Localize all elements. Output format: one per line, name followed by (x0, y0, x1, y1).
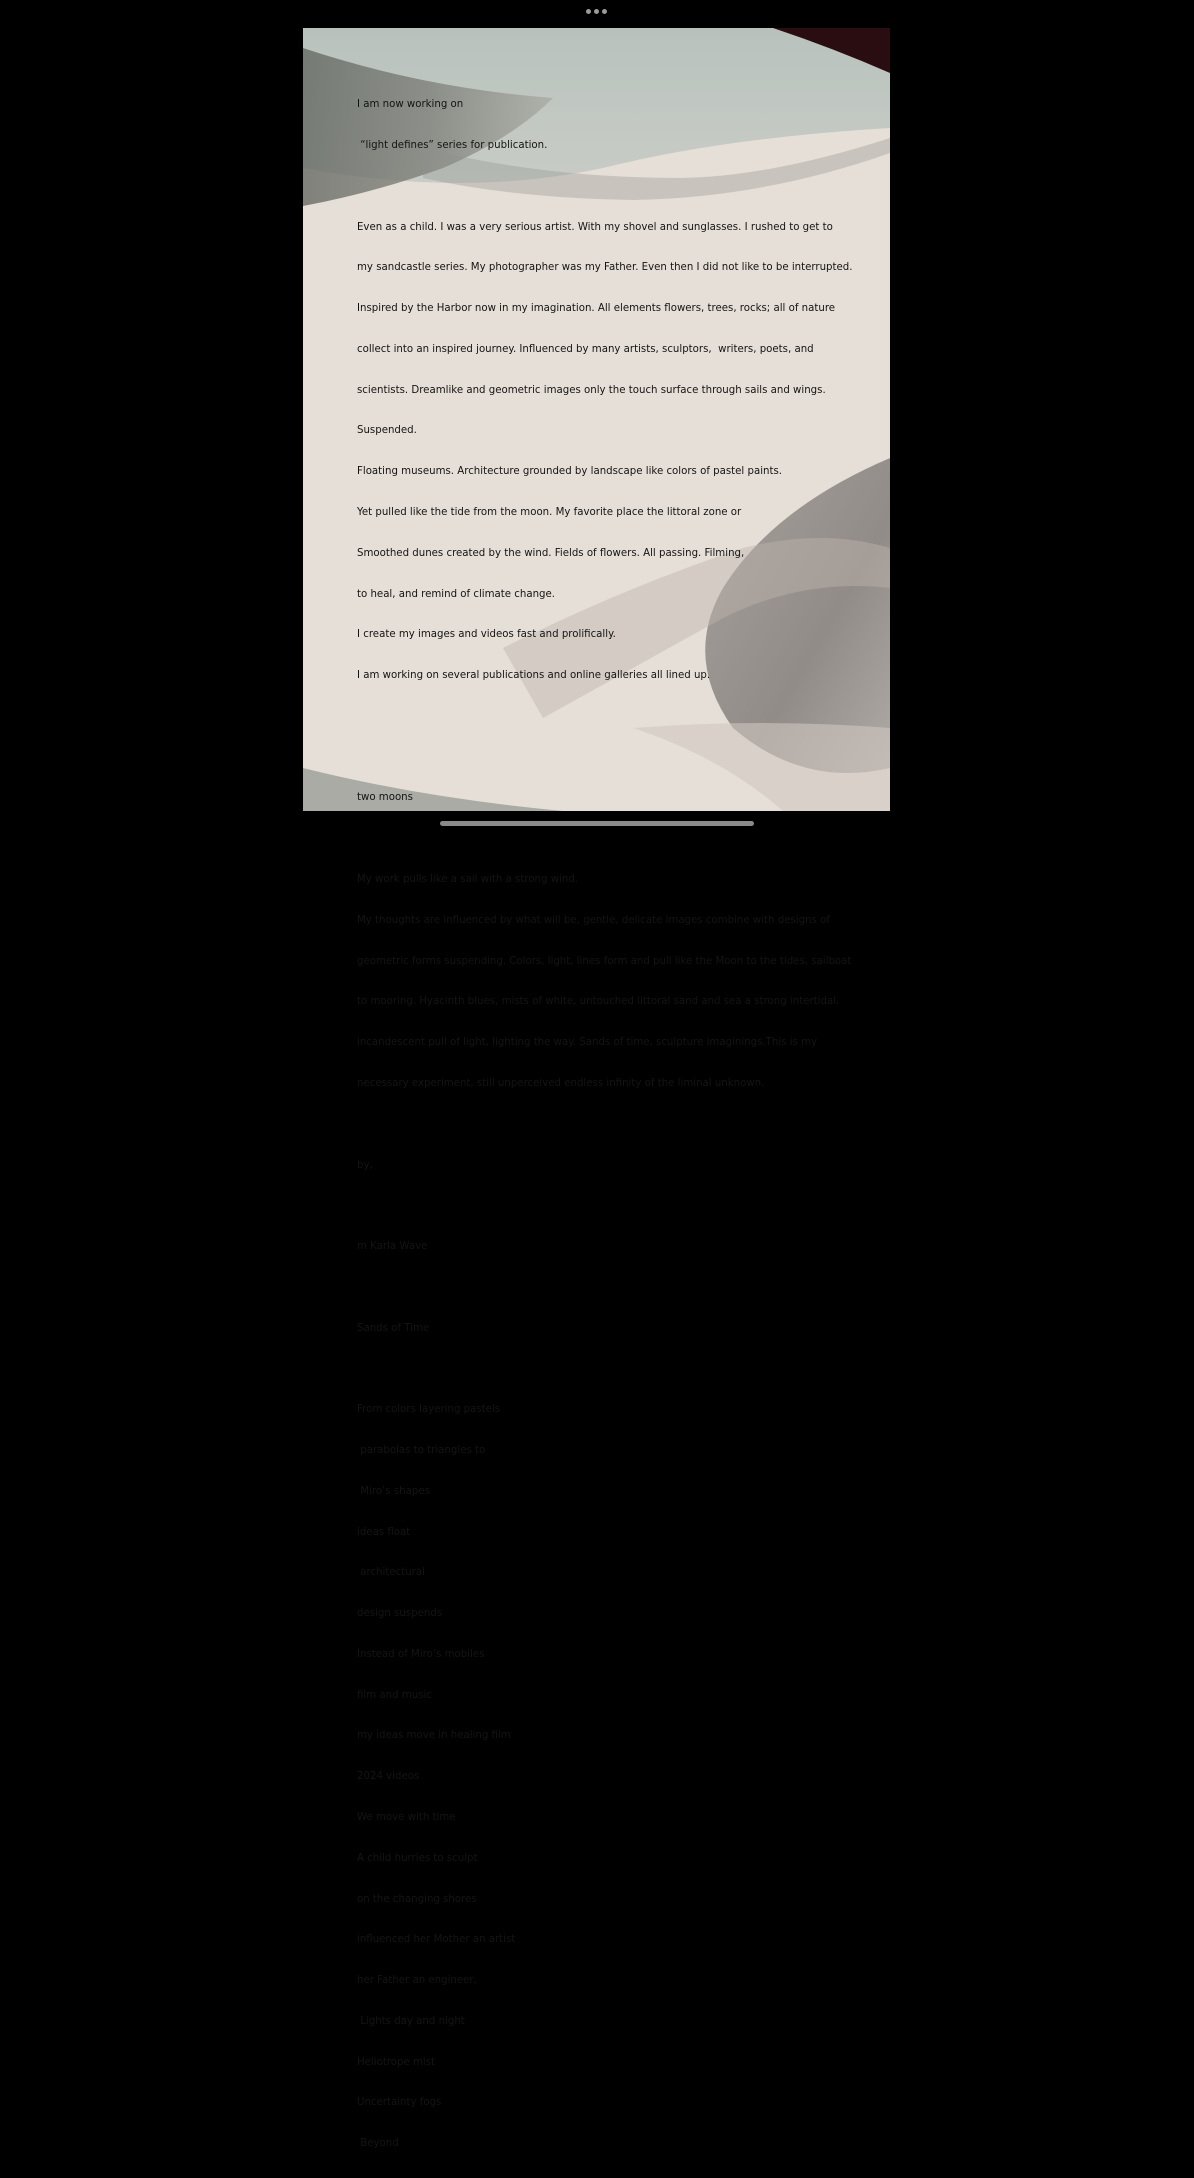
text-line (357, 1362, 837, 1376)
text-line (357, 832, 837, 846)
text-line: film and music (357, 1689, 432, 1701)
text-line: “light defines” series for publication. (357, 139, 548, 151)
text-line: We move with time (357, 1812, 456, 1823)
text-line: Beyond (357, 2138, 399, 2150)
dot-icon (602, 9, 607, 14)
text-line: architectural (357, 1567, 425, 1579)
text-line: A child hurries to sculpt (357, 1852, 478, 1864)
multitasking-dots[interactable] (586, 9, 607, 14)
text-line: I create my images and videos fast and prolifically. (357, 629, 616, 641)
text-line: necessary experiment, still unperceived endless infinity of the liminal unknown. (357, 1077, 765, 1089)
text-line: I am now working on (357, 99, 464, 111)
text-line: Even as a child. I was a very serious artist. With my shovel and sunglasses. I rushed to get to (357, 221, 833, 233)
text-line (357, 180, 837, 194)
text-line: on the changing shores (357, 1893, 477, 1905)
text-line: ideas float (357, 1526, 411, 1538)
text-line: Uncertainty fogs (357, 2097, 442, 2109)
text-line: to heal, and remind of climate change. (357, 588, 556, 600)
text-line: My thoughts are influenced by what will be, gentle, delicate images combine with designs of (357, 914, 830, 926)
text-line (357, 1199, 837, 1213)
text-line: geometric forms suspending. Colors, light, lines form and pull like the Moon to the tides, sailboat (357, 955, 852, 967)
text-line: influenced her Mother an artist (357, 1934, 516, 1946)
text-line: Yet pulled like the tide from the moon. My favorite place the littoral zone or (357, 507, 742, 518)
text-line: Sands of Time (357, 1322, 430, 1334)
text-line: Floating museums. Architecture grounded by landscape like colors of pastel paints. (357, 466, 783, 478)
text-line: Instead of Miro’s mobiles (357, 1648, 485, 1660)
text-line: Suspended. (357, 425, 417, 437)
document-text (357, 71, 853, 2178)
text-line: collect into an inspired journey. Influenced by many artists, sculptors, writers, poets, and (357, 343, 814, 355)
dot-icon (586, 9, 591, 14)
text-line: my sandcastle series. My photographer was my Father. Even then I did not like to be interrupted. (357, 262, 853, 274)
text-line: Smoothed dunes created by the wind. Fields of flowers. All passing. Filming, (357, 547, 745, 559)
text-line (357, 1118, 837, 1132)
text-line: two moons (357, 792, 413, 804)
text-line: design suspends (357, 1608, 443, 1620)
text-line: Miro’s shapes (357, 1485, 430, 1497)
text-line: 2024 videos (357, 1771, 420, 1783)
text-line: Lights day and night (357, 2015, 465, 2027)
document-page (303, 28, 890, 2150)
text-line: my ideas move in healing film (357, 1730, 511, 1742)
text-line: My work pulls like a sail with a strong wind. (357, 874, 579, 886)
text-line (357, 751, 837, 765)
home-indicator[interactable] (440, 821, 754, 826)
text-line: m Karla Wave (357, 1241, 428, 1253)
text-line: scientists. Dreamlike and geometric images only the touch surface through sails and wings. (357, 384, 826, 396)
text-line: by, (357, 1159, 373, 1171)
text-line: to mooring. Hyacinth blues, mists of white, untouched littoral sand and sea a strong intertidal, (357, 996, 840, 1008)
text-line (357, 710, 837, 724)
dot-icon (594, 9, 599, 14)
text-line: I am working on several publications and online galleries all lined up. (357, 670, 711, 682)
text-line: her Father an engineer, (357, 1975, 477, 1987)
text-line: Inspired by the Harbor now in my imagination. All elements flowers, trees, rocks; all of nature (357, 303, 836, 315)
text-line: incandescent pull of light, lighting the way. Sands of time, sculpture imaginings.This is my (357, 1037, 818, 1049)
text-line (357, 1281, 837, 1295)
text-line: From colors layering pastels (357, 1404, 501, 1416)
text-line: parabolas to triangles to (357, 1444, 486, 1456)
text-line: Heliotrope mist (357, 2056, 436, 2068)
